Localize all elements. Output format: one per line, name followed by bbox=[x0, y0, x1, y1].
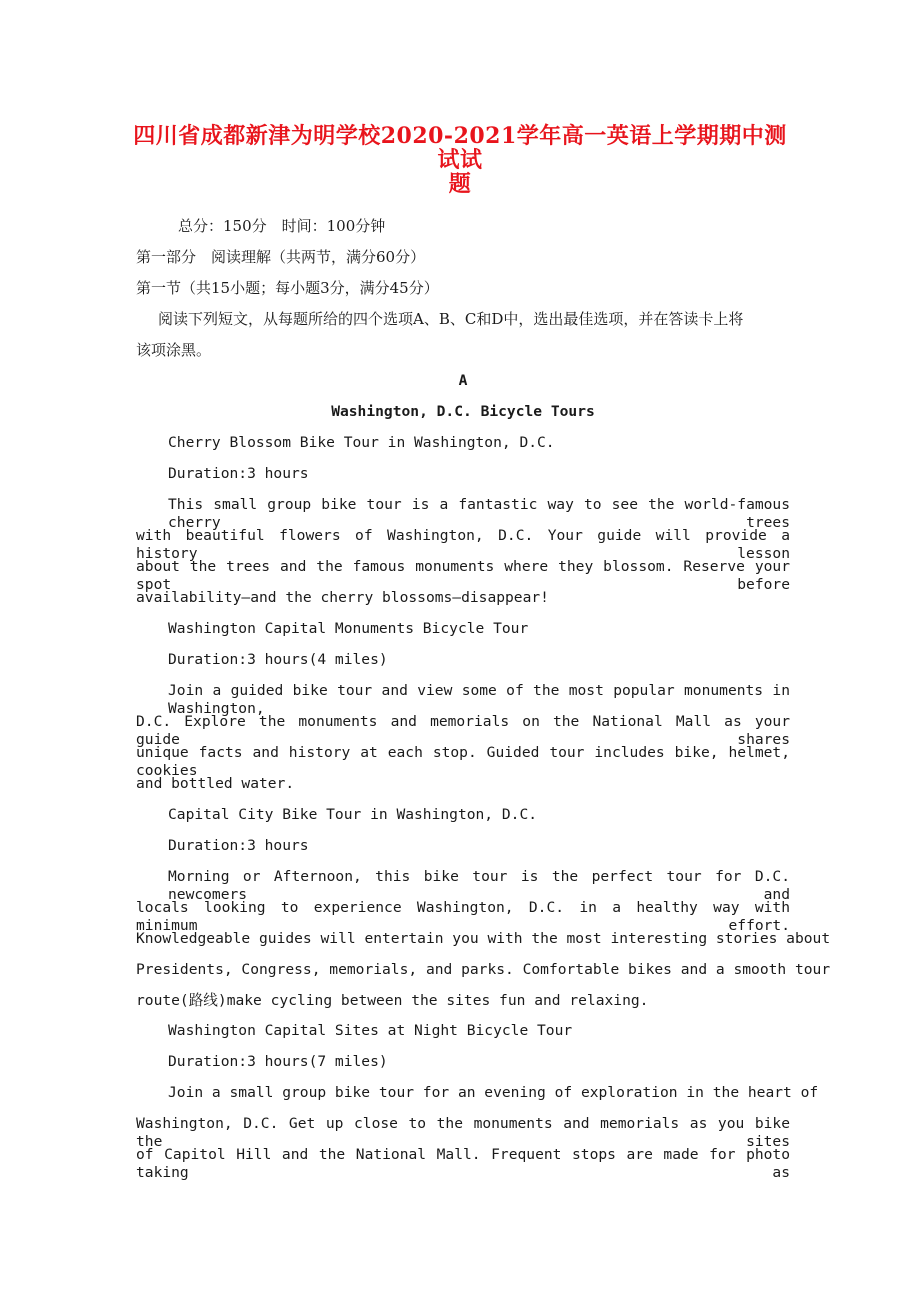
tour-name: Cherry Blossom Bike Tour in Washington, D.C. bbox=[168, 434, 555, 451]
exam-meta: 总分：150分 时间：100分钟 bbox=[178, 217, 386, 235]
tour-description-line: and bottled water. bbox=[136, 775, 295, 792]
tour-name: Washington Capital Monuments Bicycle Tour bbox=[168, 620, 529, 637]
tour-duration: Duration:3 hours(4 miles) bbox=[168, 651, 388, 668]
tour-duration: Duration:3 hours bbox=[168, 465, 309, 482]
instruction-line-1: 阅读下列短文，从每题所给的四个选项A、B、C和D中，选出最佳选项，并在答读卡上将 bbox=[158, 310, 744, 328]
tour-duration: Duration:3 hours bbox=[168, 837, 309, 854]
tour-description-line: Presidents, Congress, memorials, and parks. Comfortable bikes and a smooth tour bbox=[136, 961, 831, 978]
tour-description-line: about the trees and the famous monuments where they blossom. Reserve your spot before bbox=[136, 558, 790, 593]
tour-description-line: locals looking to experience Washington, D.C. in a healthy way with minimum effort. bbox=[136, 899, 790, 934]
tour-duration: Duration:3 hours(7 miles) bbox=[168, 1053, 388, 1070]
passage-title: Washington, D.C. Bicycle Tours bbox=[331, 403, 595, 420]
tour-description-line: Morning or Afternoon, this bike tour is the perfect tour for D.C. newcomers and bbox=[168, 868, 790, 903]
tour-description-line: route(路线)make cycling between the sites fun and relaxing. bbox=[136, 992, 649, 1009]
tour-name: Washington Capital Sites at Night Bicycle Tour bbox=[168, 1022, 573, 1039]
document-title-line-2: 题 bbox=[448, 171, 472, 197]
part-heading: 第一部分 阅读理解（共两节，满分60分） bbox=[136, 248, 426, 266]
tour-description-line: D.C. Explore the monuments and memorials on the National Mall as your guide shares bbox=[136, 713, 790, 748]
tour-description-line: Knowledgeable guides will entertain you with the most interesting stories about bbox=[136, 930, 831, 947]
passage-label: A bbox=[458, 372, 468, 389]
tour-name: Capital City Bike Tour in Washington, D.C. bbox=[168, 806, 538, 823]
tour-description-line: This small group bike tour is a fantastic way to see the world-famous cherry trees bbox=[168, 496, 790, 531]
instruction-line-2: 该项涂黑。 bbox=[136, 341, 212, 359]
tour-description-line: with beautiful flowers of Washington, D.C. Your guide will provide a history lesson bbox=[136, 527, 790, 562]
tour-description-line: Washington, D.C. Get up close to the monuments and memorials as you bike the sites bbox=[136, 1115, 790, 1150]
tour-description-line: Join a guided bike tour and view some of the most popular monuments in Washington, bbox=[168, 682, 790, 717]
section-heading: 第一节（共15小题；每小题3分，满分45分） bbox=[136, 279, 439, 297]
tour-description-line: Join a small group bike tour for an evening of exploration in the heart of bbox=[168, 1084, 819, 1101]
tour-description-line: of Capitol Hill and the National Mall. Frequent stops are made for photo taking as bbox=[136, 1146, 790, 1181]
document-title-line-1: 四川省成都新津为明学校2020-2021学年高一英语上学期期中测试试 bbox=[133, 123, 787, 173]
tour-description-line: unique facts and history at each stop. Guided tour includes bike, helmet, cookies bbox=[136, 744, 790, 779]
tour-description-line: availability—and the cherry blossoms—disappear! bbox=[136, 589, 549, 606]
